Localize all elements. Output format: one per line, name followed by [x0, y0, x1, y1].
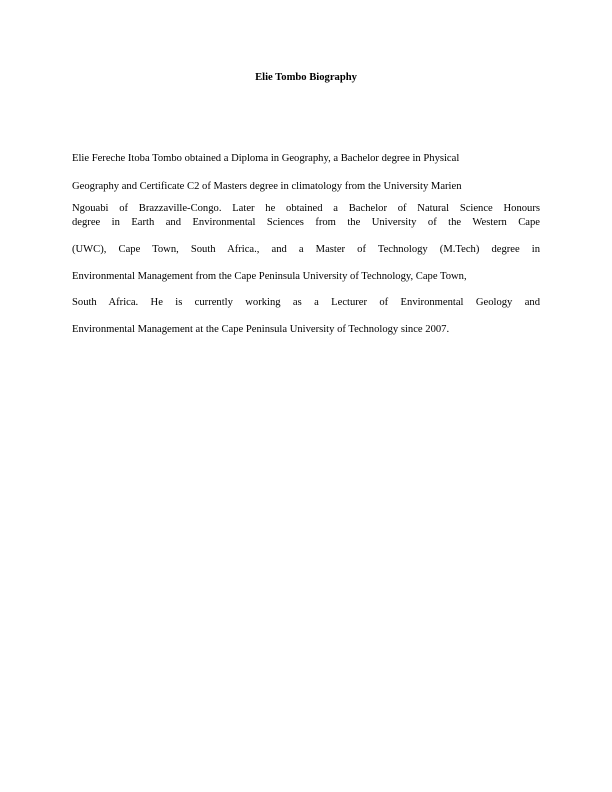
paragraph-line: Environmental Management at the Cape Peninsula University of Technology since 2007.: [72, 324, 450, 335]
paragraph-line: Environmental Management from the Cape Peninsula University of Technology, Cape Town,: [72, 271, 467, 282]
paragraph-line: South Africa. He is currently working as a Lecturer of Environmental Geology and: [72, 297, 540, 308]
paragraph-line: degree in Earth and Environmental Sciences from the University of the Western Cape: [72, 217, 540, 228]
page-title: Elie Tombo Biography: [255, 72, 357, 83]
paragraph-line: Ngouabi of Brazzaville-Congo. Later he obtained a Bachelor of Natural Science Honours: [72, 203, 540, 214]
paragraph-line: Elie Fereche Itoba Tombo obtained a Diploma in Geography, a Bachelor degree in Physical: [72, 153, 460, 164]
paragraph-line: Geography and Certificate C2 of Masters degree in climatology from the University Marien: [72, 181, 462, 192]
paragraph-line: (UWC), Cape Town, South Africa., and a Master of Technology (M.Tech) degree in: [72, 244, 540, 255]
